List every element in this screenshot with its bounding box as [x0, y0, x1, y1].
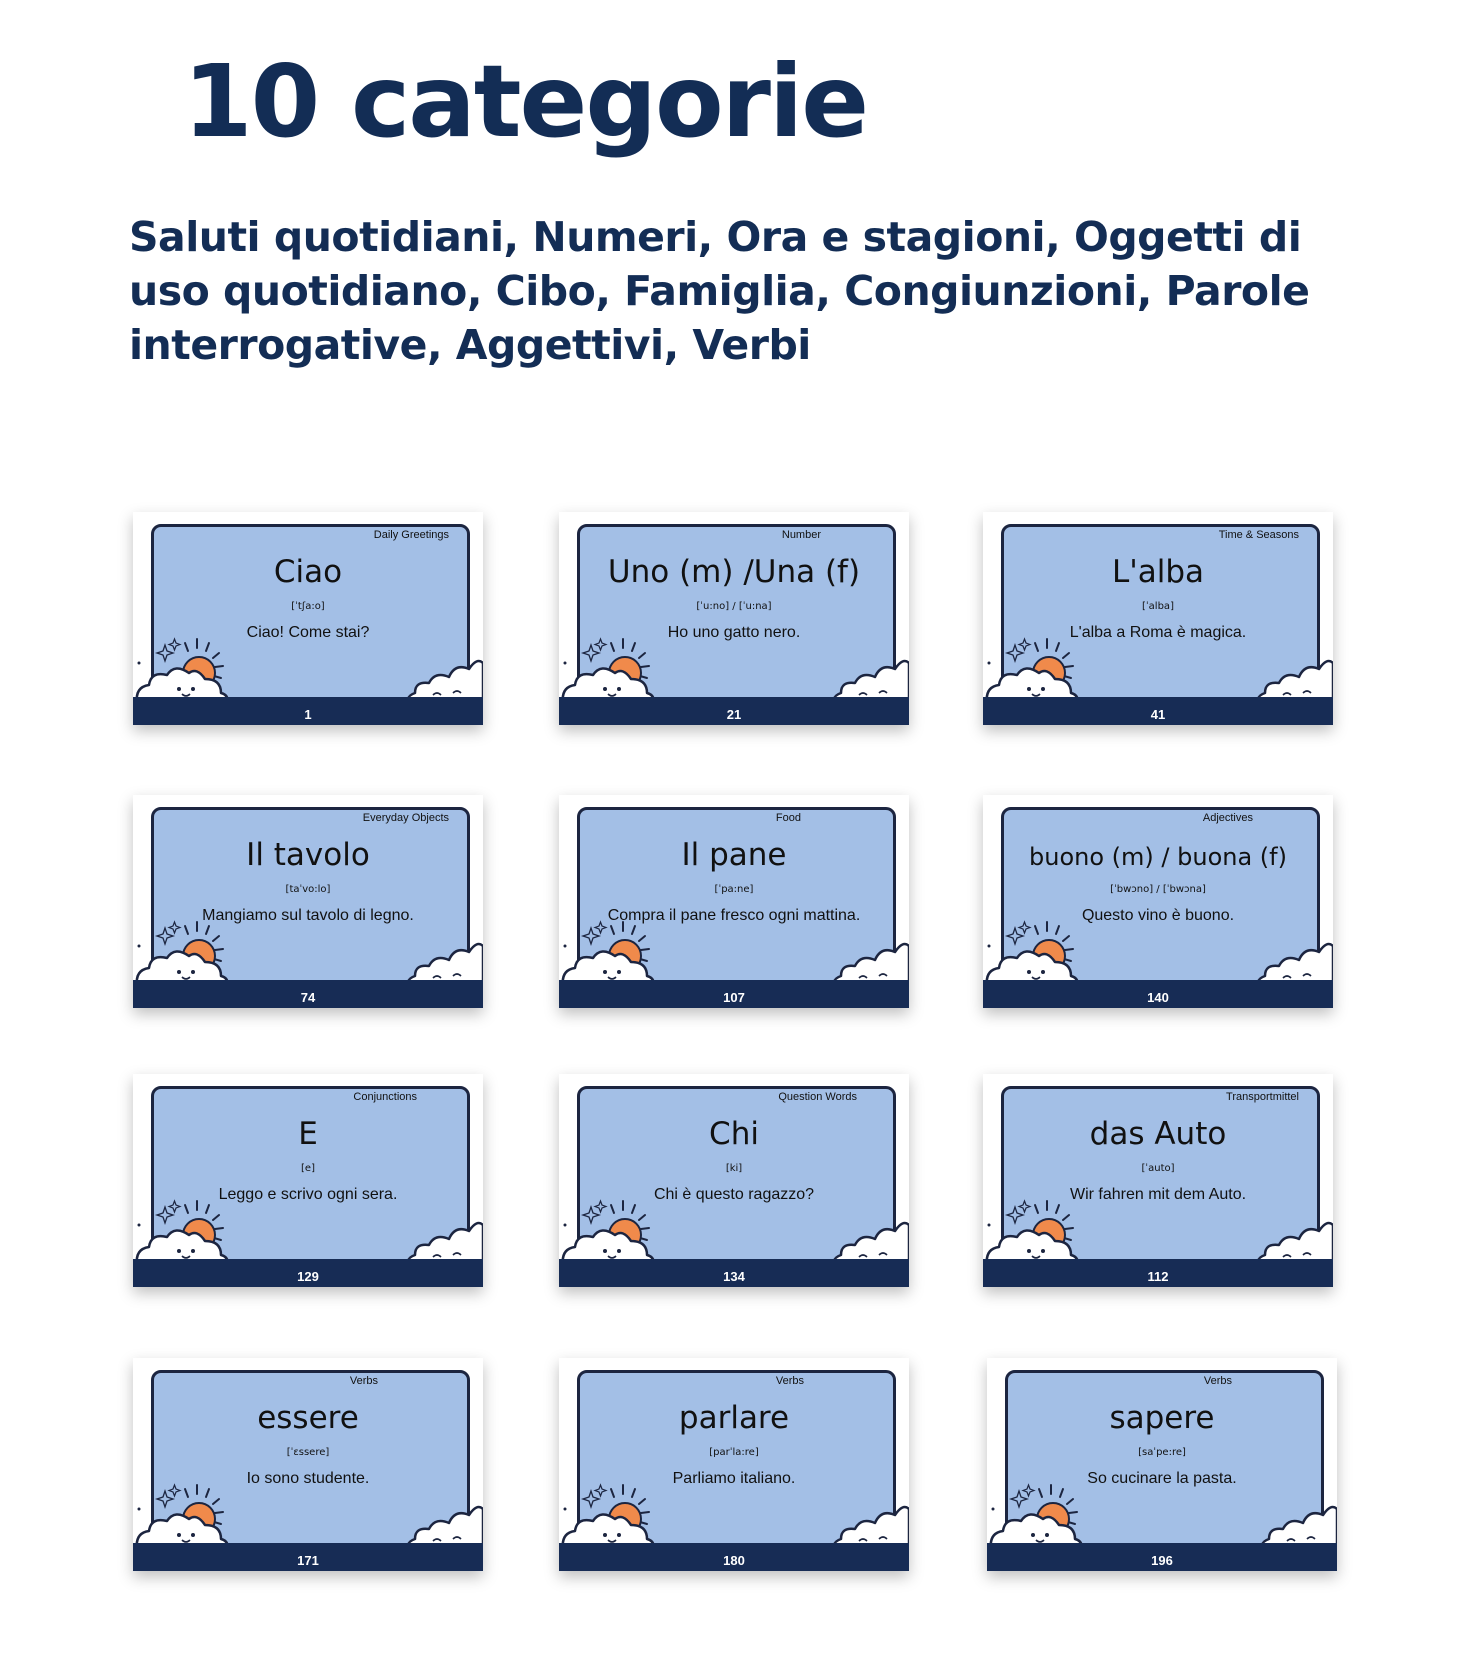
card-number: 74 [300, 990, 316, 1005]
flashcard [983, 1074, 1333, 1287]
card-word: Ciao [273, 554, 343, 590]
card-example: Parliamo italiano. [672, 1470, 796, 1487]
flashcard [983, 795, 1333, 1008]
page-title: 10 categorie [183, 43, 868, 160]
card-example: Mangiamo sul tavolo di legno. [202, 907, 414, 924]
flashcard [133, 512, 483, 725]
flashcard [559, 1358, 909, 1571]
card-category: Adjectives [1202, 812, 1253, 824]
card-example: So cucinare la pasta. [1087, 1470, 1237, 1487]
flashcard [559, 512, 909, 725]
category-list: Saluti quotidiani, Numeri, Ora e stagioni, Oggetti di uso quotidiano, Cibo, Famiglia, Congiunzioni, Parole interrogative, Aggettivi, Verbi [129, 213, 1310, 369]
card-pronunciation: [ˈalba] [1142, 601, 1174, 612]
flashcard [559, 795, 909, 1008]
card-example: Chi è questo ragazzo? [653, 1186, 815, 1203]
card-number: 134 [723, 1269, 745, 1284]
flashcard [987, 1358, 1337, 1571]
card-category: Time & Seasons [1218, 529, 1299, 541]
card-pronunciation: [ˈɛssere] [286, 1447, 330, 1458]
flashcard [983, 512, 1333, 725]
card-pronunciation: [parˈla:re] [709, 1447, 759, 1458]
card-category: Everyday Objects [362, 812, 449, 824]
card-word: Il pane [681, 837, 787, 873]
card-pronunciation: [ˈpa:ne] [714, 884, 754, 895]
card-category: Transportmittel [1226, 1091, 1299, 1103]
card-number: 140 [1147, 990, 1169, 1005]
card-word: buono (m) / buona (f) [1029, 843, 1287, 871]
flashcard [133, 1074, 483, 1287]
card-word: essere [257, 1400, 359, 1436]
card-number: 21 [726, 707, 742, 722]
card-word: Uno (m) /Una (f) [607, 554, 861, 590]
card-category: Conjunctions [353, 1091, 417, 1103]
card-pronunciation: [taˈvo:lo] [285, 884, 331, 895]
card-number: 180 [723, 1553, 745, 1568]
card-word: Chi [709, 1116, 759, 1152]
card-example: Leggo e scrivo ogni sera. [218, 1186, 398, 1203]
card-pronunciation: [ˈu:no] / [ˈu:na] [696, 601, 772, 612]
card-example: Wir fahren mit dem Auto. [1069, 1186, 1247, 1203]
card-word: das Auto [1089, 1116, 1227, 1152]
card-example: L'alba a Roma è magica. [1069, 624, 1247, 641]
card-number: 196 [1151, 1553, 1173, 1568]
card-number: 112 [1147, 1269, 1169, 1284]
card-example: Compra il pane fresco ogni mattina. [607, 907, 861, 924]
card-pronunciation: [saˈpe:re] [1138, 1447, 1186, 1458]
card-category: Verbs [349, 1375, 378, 1387]
card-pronunciation: [ˈtʃa:o] [291, 601, 325, 612]
card-category: Verbs [1203, 1375, 1232, 1387]
card-word: Il tavolo [246, 837, 370, 873]
card-category: Food [775, 812, 801, 824]
flashcard [559, 1074, 909, 1287]
card-number: 1 [304, 707, 312, 722]
card-example: Ho uno gatto nero. [667, 624, 801, 641]
card-word: L'alba [1111, 554, 1205, 590]
card-word: E [298, 1116, 318, 1152]
flashcard [133, 1358, 483, 1571]
card-number: 171 [297, 1553, 319, 1568]
flashcard [133, 795, 483, 1008]
card-number: 41 [1150, 707, 1166, 722]
card-word: sapere [1109, 1400, 1215, 1436]
card-example: Io sono studente. [246, 1470, 370, 1487]
card-category: Question Words [778, 1091, 857, 1103]
card-word: parlare [678, 1400, 790, 1436]
card-number: 107 [723, 990, 745, 1005]
card-pronunciation: [ˈauto] [1141, 1163, 1175, 1174]
card-example: Questo vino è buono. [1081, 907, 1235, 924]
card-example: Ciao! Come stai? [246, 624, 370, 641]
card-pronunciation: [e] [301, 1163, 315, 1174]
card-pronunciation: [ˈbwɔno] / [ˈbwɔna] [1110, 884, 1206, 895]
card-number: 129 [297, 1269, 319, 1284]
card-category: Number [781, 529, 821, 541]
card-category: Verbs [775, 1375, 804, 1387]
card-category: Daily Greetings [373, 529, 449, 541]
card-pronunciation: [ki] [725, 1163, 743, 1174]
